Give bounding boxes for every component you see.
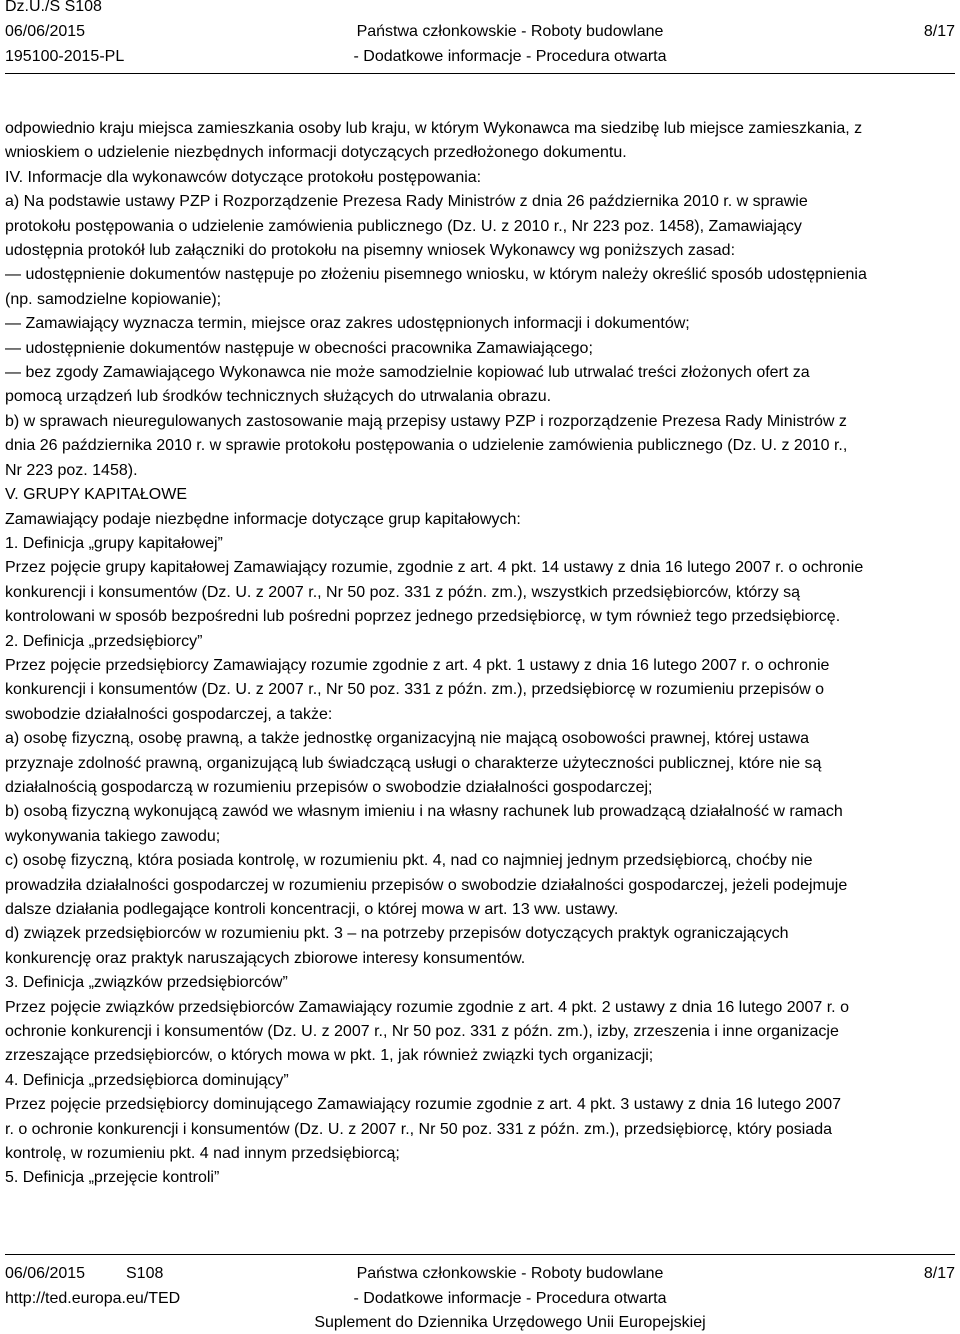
body-line: 4. Definicja „przedsiębiorca dominujący” (5, 1071, 289, 1089)
body-line: działalnością gospodarczą w rozumieniu przepisów o swobodzie działalności gospodarczej; (5, 778, 653, 796)
body-line: ochronie konkurencji i konsumentów (Dz. U. z 2007 r., Nr 50 poz. 331 z późn. zm.), izby, zrzeszenia i inne organizacje (5, 1023, 839, 1041)
body-line: a) Na podstawie ustawy PZP i Rozporządzenie Prezesa Rady Ministrów z dnia 26 października 2010 r. w sprawie (5, 193, 808, 211)
body-line: a) osobę fizyczną, osobę prawną, a także jednostkę organizacyjną nie mającą osobowości prawnej, której ustawa (5, 730, 809, 748)
body-line: b) w sprawach nieuregulowanych zastosowanie mają przepisy ustawy PZP i rozporządzenie Prezesa Rady Ministrów z (5, 412, 847, 430)
body-line: Przez pojęcie grupy kapitałowej Zamawiający rozumie, zgodnie z art. 4 pkt. 14 ustawy z dnia 16 lutego 2007 r. o ochronie (5, 559, 864, 577)
body-line: wnioskiem o udzielenie niezbędnych informacji dotyczących przedłożonego dokumentu. (5, 144, 627, 162)
footer-url: http://ted.europa.eu/TED (5, 1290, 181, 1307)
header-subtitle: - Dodatkowe informacje - Procedura otwarta (353, 48, 667, 65)
body-line: Przez pojęcie związków przedsiębiorców Zamawiający rozumie zgodnie z art. 4 pkt. 2 ustawy z dnia 16 lutego 2007 r. o (5, 998, 849, 1016)
body-line: c) osobę fizyczną, która posiada kontrolę, w rozumieniu pkt. 4, nad co najmniej jednym przedsiębiorcą, choćby nie (5, 852, 813, 870)
header-date: 06/06/2015 (5, 23, 86, 40)
document-body (5, 117, 957, 1191)
body-line: dnia 26 października 2010 r. w sprawie protokołu postępowania o udzielenie zamówienia publicznego (Dz. U. z 2010 r., (5, 437, 848, 455)
body-line: przyznaje zdolność prawną, organizującą lub świadczącą usługi o charakterze użyteczności publicznej, które nie są (5, 754, 822, 772)
footer-subtitle: - Dodatkowe informacje - Procedura otwarta (353, 1290, 667, 1307)
body-line: V. GRUPY KAPITAŁOWE (5, 486, 187, 504)
body-line: Nr 223 poz. 1458). (5, 461, 138, 479)
body-line: 3. Definicja „związków przedsiębiorców” (5, 974, 288, 992)
body-line: r. o ochronie konkurencji i konsumentów (Dz. U. z 2007 r., Nr 50 poz. 331 z późn. zm.), przedsiębiorcę, który posiada (5, 1120, 833, 1138)
body-line: konkurencji i konsumentów (Dz. U. z 2007 r., Nr 50 poz. 331 z późn. zm.), wszystkich przedsiębiorców, którzy są (5, 583, 800, 601)
body-line: odpowiednio kraju miejsca zamieszkania osoby lub kraju, w którym Wykonawca ma siedzibę lub miejsce zamieszkania, z (5, 120, 863, 137)
body-line: Przez pojęcie przedsiębiorcy Zamawiający rozumie zgodnie z art. 4 pkt. 1 ustawy z dnia 16 lutego 2007 r. o ochronie (5, 656, 830, 674)
body-line: swobodzie działalności gospodarczej, a także: (5, 705, 333, 723)
body-line: konkurencji i konsumentów (Dz. U. z 2007 r., Nr 50 poz. 331 z późn. zm.), przedsiębiorcę w rozumieniu przepisów o (5, 681, 825, 699)
body-line: prowadziła działalności gospodarczej w rozumieniu przepisów o swobodzie działalności gospodarczej, jeżeli podejmuje (5, 876, 848, 894)
body-line: pomocą urządzeń lub środków technicznych służących do utrwalania obrazu. (5, 388, 552, 406)
footer-date: 06/06/2015 (5, 1265, 86, 1282)
header-title: Państwa członkowskie - Roboty budowlane (356, 23, 664, 40)
body-line: dalsze działania podlegające kontroli koncentracji, o której mowa w art. 13 ww. ustawy. (5, 901, 619, 918)
body-line: — bez zgody Zamawiającego Wykonawca nie może samodzielnie kopiować lub utrwalać treści złożonych ofert za (5, 364, 810, 382)
body-line: 2. Definicja „przedsiębiorcy” (5, 632, 203, 650)
body-line: kontrolę, w rozumieniu pkt. 4 nad innym przedsiębiorcą; (5, 1145, 400, 1163)
header-page-number: 8/17 (923, 23, 955, 40)
body-line: 1. Definicja „grupy kapitałowej” (5, 534, 223, 552)
body-line: — udostępnienie dokumentów następuje w obecności pracownika Zamawiającego; (5, 339, 593, 357)
footer-divider (5, 1254, 955, 1255)
notice-number: 195100-2015-PL (5, 48, 125, 65)
footer-series: S108 (126, 1265, 164, 1282)
body-line: b) osobą fizyczną wykonującą zawód we własnym imieniu i na własny rachunek lub prowadzącą działalność w ramach (5, 803, 843, 821)
body-line: Zamawiający podaje niezbędne informacje dotyczące grup kapitałowych: (5, 510, 521, 528)
footer-supplement: Suplement do Dziennika Urzędowego Unii Europejskiej (314, 1314, 706, 1331)
body-line: wykonywania takiego zawodu; (5, 827, 221, 845)
body-line: — udostępnienie dokumentów następuje po złożeniu pisemnego wniosku, w którym należy określić sposób udostępnienia (5, 266, 867, 284)
body-line: kontrolowani w sposób bezpośredni lub pośredni poprzez jednego przedsiębiorcę, w tym również tego przedsiębiorcę. (5, 608, 841, 626)
body-line: protokołu postępowania o udzielenie zamówienia publicznego (Dz. U. z 2010 r., Nr 223 poz. 1458), Zamawiający (5, 217, 802, 235)
body-line: (np. samodzielne kopiowanie); (5, 290, 222, 308)
body-line: udostępnia protokół lub załączniki do protokołu na pisemny wniosek Wykonawcy wg poniższych zasad: (5, 242, 736, 260)
journal-ref: Dz.U./S S108 (5, 0, 102, 15)
body-line: — Zamawiający wyznacza termin, miejsce oraz zakres udostępnionych informacji i dokumentów; (5, 315, 690, 333)
body-line: 5. Definicja „przejęcie kontroli” (5, 1169, 220, 1187)
body-line: d) związek przedsiębiorców w rozumieniu pkt. 3 – na potrzeby przepisów dotyczących praktyk ograniczających (5, 925, 789, 943)
body-line: Przez pojęcie przedsiębiorcy dominującego Zamawiający rozumie zgodnie z art. 4 pkt. 3 ustawy z dnia 16 lutego 2007 (5, 1096, 841, 1114)
body-line: zrzeszające przedsiębiorców, o których mowa w pkt. 1, jak również związki tych organizacji; (5, 1047, 654, 1065)
footer-title: Państwa członkowskie - Roboty budowlane (356, 1265, 664, 1282)
body-line: konkurencję oraz praktyk naruszających zbiorowe interesy konsumentów. (5, 949, 526, 967)
body-line: IV. Informacje dla wykonawców dotyczące protokołu postępowania: (5, 168, 482, 186)
header-divider (5, 73, 955, 74)
footer-page-number: 8/17 (923, 1265, 955, 1282)
